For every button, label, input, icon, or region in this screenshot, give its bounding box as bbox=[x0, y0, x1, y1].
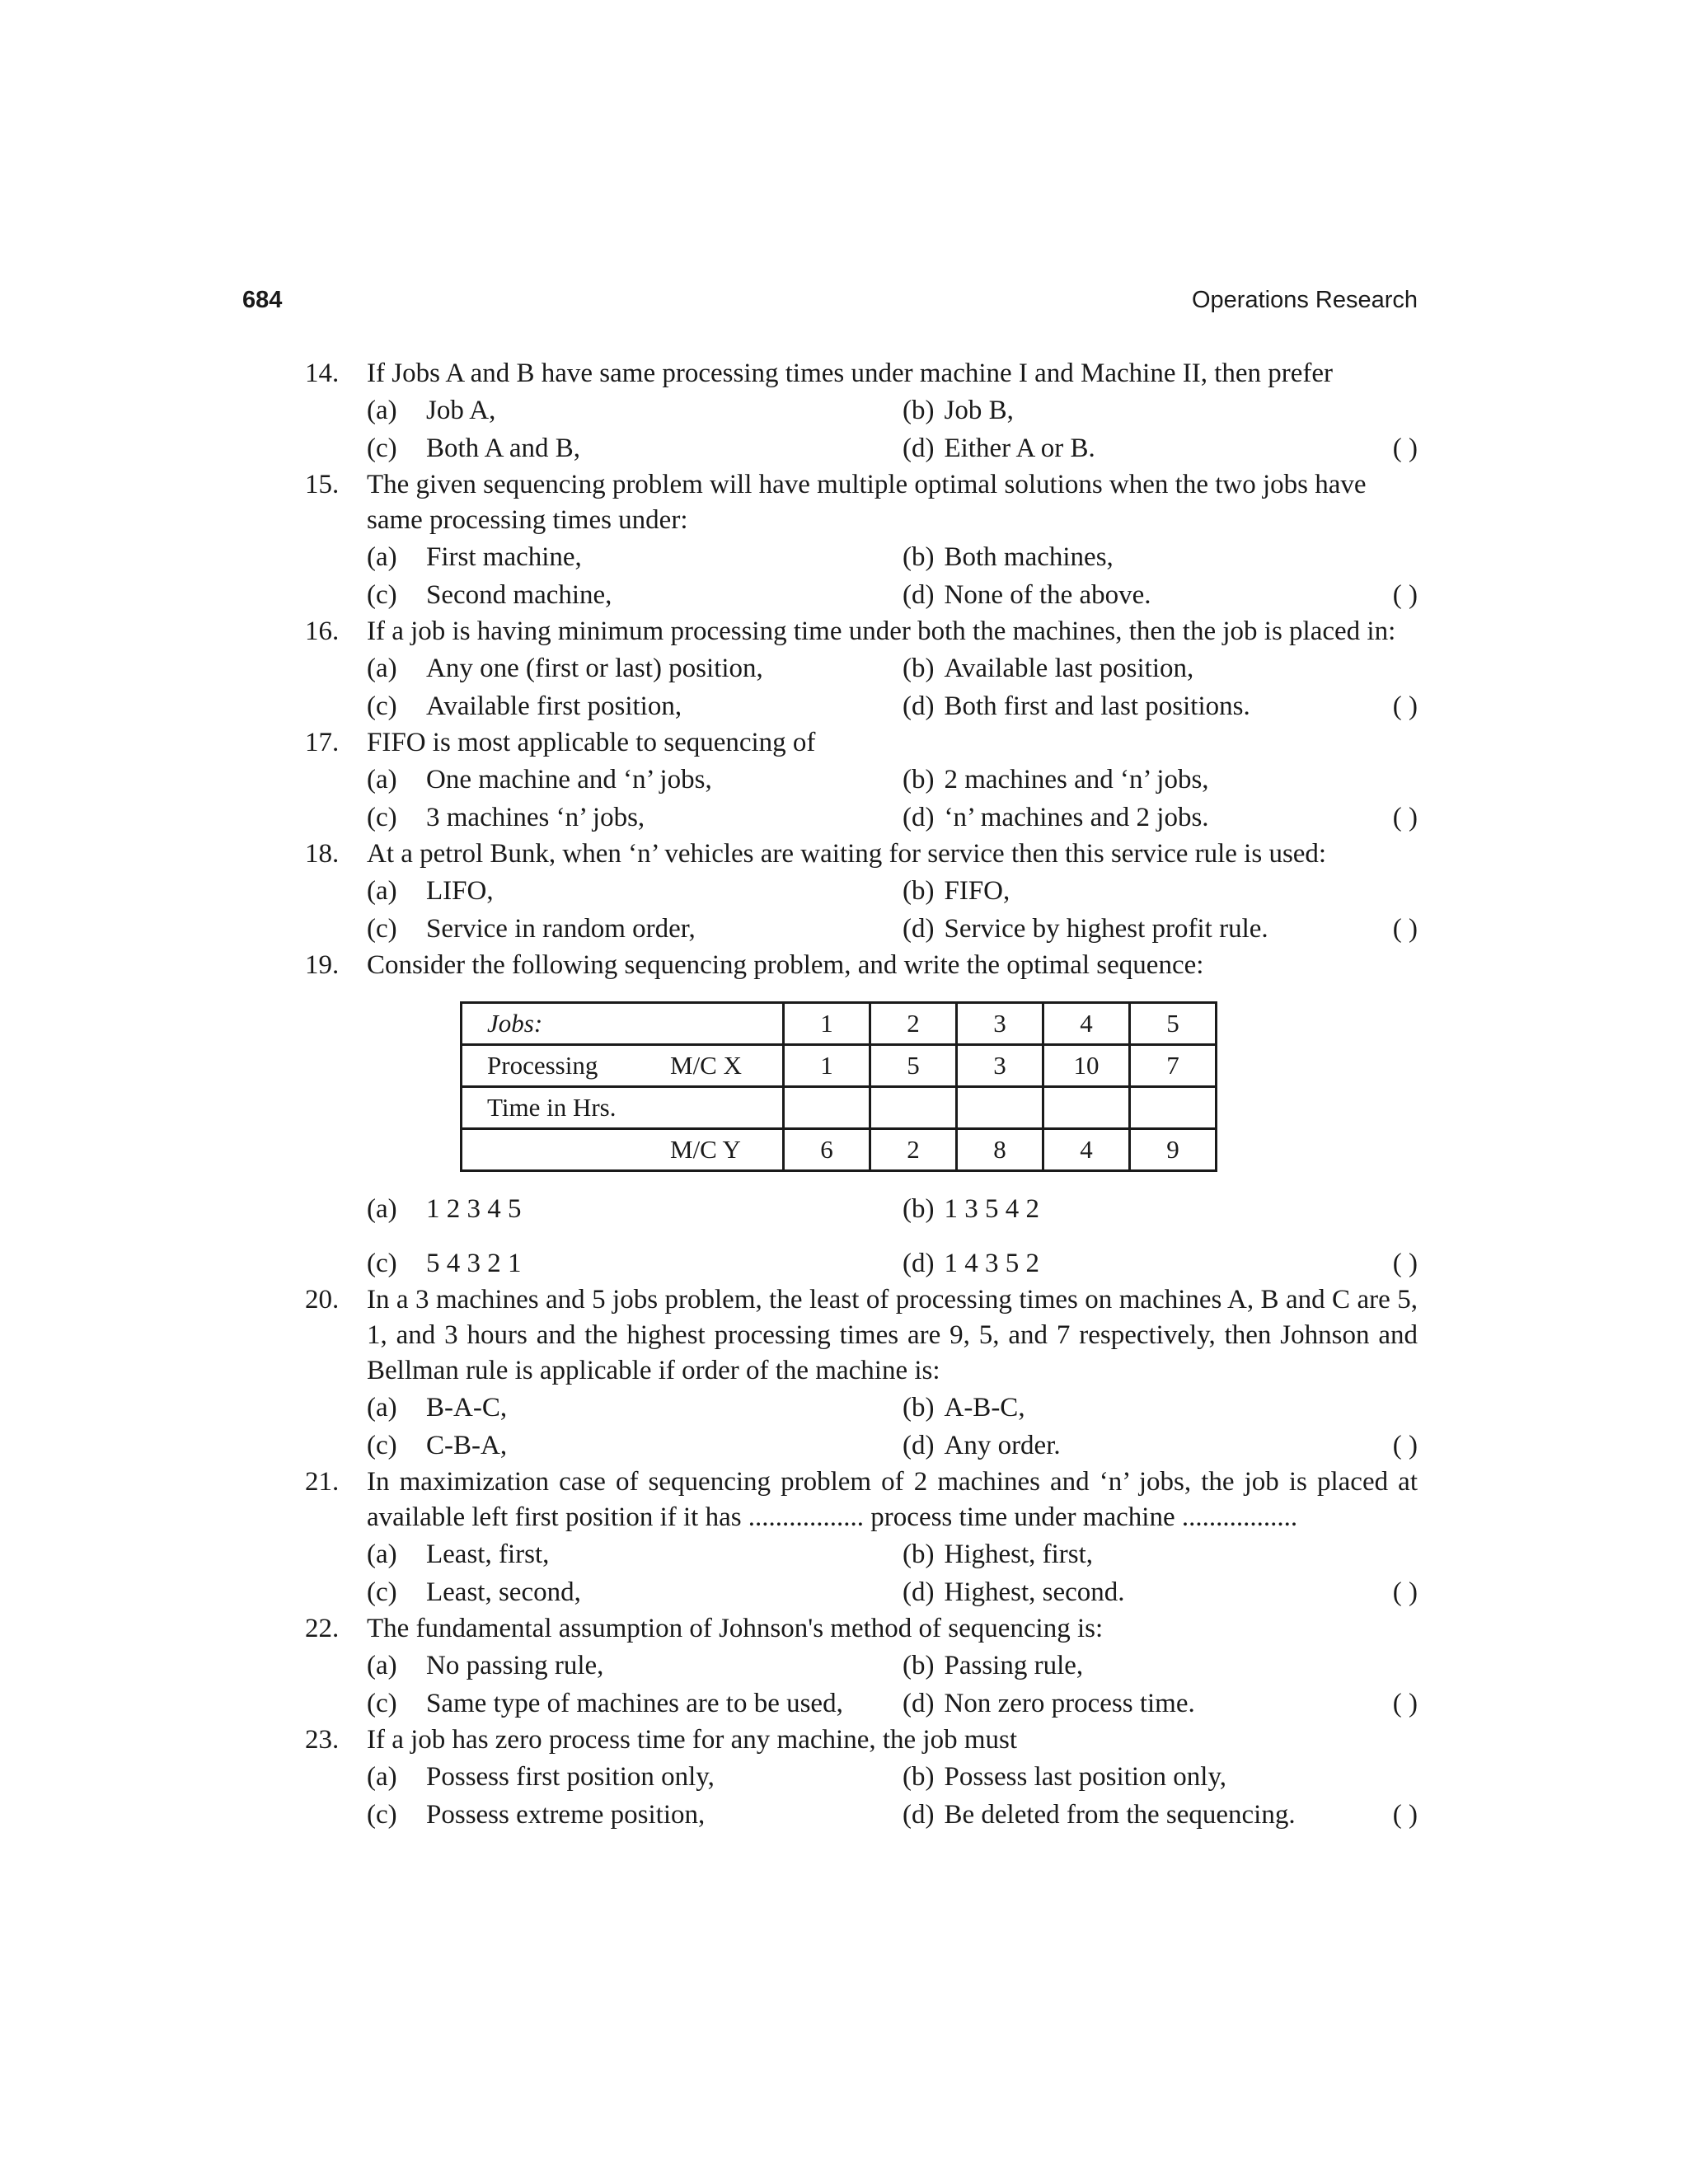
option-c: (c) C-B-A, bbox=[367, 1431, 508, 1460]
question-22 bbox=[305, 1611, 1418, 1722]
spacer bbox=[305, 1228, 1418, 1244]
question-stem bbox=[305, 837, 1418, 872]
question-list bbox=[305, 356, 1418, 1834]
page-header bbox=[242, 287, 1418, 323]
question-text: FIFO is most applicable to sequencing of bbox=[367, 728, 816, 757]
table-cell bbox=[1043, 1087, 1130, 1129]
option-row bbox=[305, 1573, 1418, 1611]
option-a: (a) One machine and ‘n’ jobs, bbox=[367, 765, 712, 794]
table-cell: 1 bbox=[784, 1045, 870, 1087]
question-text: The fundamental assumption of Johnson's method of sequencing is: bbox=[367, 1614, 1104, 1643]
table-cell: 4 bbox=[1043, 1003, 1130, 1045]
option-row bbox=[305, 576, 1418, 614]
answer-bracket: ( ) bbox=[1392, 1577, 1418, 1607]
option-row bbox=[305, 429, 1418, 467]
question-14 bbox=[305, 356, 1418, 467]
table-cell: Time in Hrs. bbox=[462, 1087, 664, 1129]
table-row bbox=[462, 1129, 1217, 1171]
page-number: 684 bbox=[242, 287, 283, 313]
answer-bracket: ( ) bbox=[1392, 1800, 1418, 1830]
option-c: (c) Service in random order, bbox=[367, 914, 696, 944]
answer-bracket: ( ) bbox=[1392, 803, 1418, 832]
option-a: (a) Any one (first or last) position, bbox=[367, 654, 763, 683]
option-c: (c) Both A and B, bbox=[367, 434, 581, 463]
table-cell: M/C Y bbox=[663, 1129, 784, 1171]
option-row bbox=[305, 1685, 1418, 1722]
question-number: 17. bbox=[305, 728, 340, 757]
option-c: (c) 5 4 3 2 1 bbox=[367, 1249, 522, 1278]
question-stem bbox=[305, 1465, 1418, 1535]
answer-bracket: ( ) bbox=[1392, 1249, 1418, 1278]
option-b: (b) 2 machines and ‘n’ jobs, bbox=[903, 765, 1209, 794]
option-row bbox=[305, 872, 1418, 910]
option-row bbox=[305, 1427, 1418, 1465]
question-17 bbox=[305, 725, 1418, 837]
running-title: Operations Research bbox=[1191, 287, 1418, 313]
option-row bbox=[305, 538, 1418, 576]
option-a: (a) B-A-C, bbox=[367, 1393, 508, 1422]
option-row bbox=[305, 1389, 1418, 1427]
question-text: In maximization case of sequencing problem of 2 machines and ‘n’ jobs, the job is placed at available left first position if it has ................. process time under machine ................. bbox=[367, 1467, 1418, 1532]
question-15 bbox=[305, 467, 1418, 614]
option-d: (d) Any order. bbox=[903, 1431, 1061, 1460]
answer-bracket: ( ) bbox=[1392, 914, 1418, 944]
answer-bracket: ( ) bbox=[1392, 434, 1418, 463]
option-b: (b) Job B, bbox=[903, 396, 1014, 425]
option-c: (c) 3 machines ‘n’ jobs, bbox=[367, 803, 645, 832]
table-row bbox=[462, 1087, 1217, 1129]
question-number: 14. bbox=[305, 359, 340, 388]
table-cell bbox=[663, 1003, 784, 1045]
question-number: 21. bbox=[305, 1467, 340, 1497]
table-cell bbox=[663, 1087, 784, 1129]
option-row bbox=[305, 1796, 1418, 1834]
option-b: (b) Possess last position only, bbox=[903, 1762, 1227, 1792]
option-c: (c) Available first position, bbox=[367, 691, 682, 721]
question-16 bbox=[305, 614, 1418, 725]
table-cell bbox=[957, 1087, 1043, 1129]
table-cell: 7 bbox=[1130, 1045, 1217, 1087]
option-b: (b) Passing rule, bbox=[903, 1651, 1084, 1680]
question-number: 22. bbox=[305, 1614, 340, 1643]
answer-bracket: ( ) bbox=[1392, 1689, 1418, 1718]
question-stem bbox=[305, 467, 1418, 538]
option-b: (b) FIFO, bbox=[903, 876, 1010, 906]
table-cell: M/C X bbox=[663, 1045, 784, 1087]
question-20 bbox=[305, 1282, 1418, 1465]
option-row bbox=[305, 910, 1418, 948]
option-d: (d) None of the above. bbox=[903, 580, 1151, 610]
option-row bbox=[305, 649, 1418, 687]
table-cell: 8 bbox=[957, 1129, 1043, 1171]
sequencing-table bbox=[460, 1001, 1217, 1172]
table-row bbox=[462, 1045, 1217, 1087]
question-text: If a job has zero process time for any machine, the job must bbox=[367, 1725, 1018, 1755]
table-cell bbox=[1130, 1087, 1217, 1129]
table-cell: 10 bbox=[1043, 1045, 1130, 1087]
option-d: (d) Service by highest profit rule. bbox=[903, 914, 1268, 944]
option-a: (a) Possess first position only, bbox=[367, 1762, 715, 1792]
table-cell: 5 bbox=[870, 1045, 957, 1087]
option-c: (c) Least, second, bbox=[367, 1577, 581, 1607]
question-text: In a 3 machines and 5 jobs problem, the least of processing times on machines A, B and C are 5, 1, and 3 hours and the highest processing times are 9, 5, and 7 respectively, then Johnson and Bellman rule is applicable if order of the machine is: bbox=[367, 1285, 1418, 1385]
option-b: (b) 1 3 5 4 2 bbox=[903, 1194, 1039, 1224]
question-19 bbox=[305, 948, 1418, 1282]
question-stem bbox=[305, 356, 1418, 391]
option-d: (d) Non zero process time. bbox=[903, 1689, 1195, 1718]
option-b: (b) Available last position, bbox=[903, 654, 1194, 683]
option-c: (c) Possess extreme position, bbox=[367, 1800, 706, 1830]
option-d: (d) Either A or B. bbox=[903, 434, 1095, 463]
answer-bracket: ( ) bbox=[1392, 580, 1418, 610]
question-text: If Jobs A and B have same processing times under machine I and Machine II, then prefer bbox=[367, 359, 1334, 388]
question-number: 20. bbox=[305, 1285, 340, 1315]
option-d: (d) Highest, second. bbox=[903, 1577, 1125, 1607]
question-stem bbox=[305, 1282, 1418, 1389]
table-cell: 6 bbox=[784, 1129, 870, 1171]
question-text: Consider the following sequencing problem, and write the optimal sequence: bbox=[367, 950, 1204, 980]
question-number: 15. bbox=[305, 470, 340, 499]
option-row bbox=[305, 1647, 1418, 1685]
option-b: (b) Highest, first, bbox=[903, 1540, 1094, 1569]
table-cell: 2 bbox=[870, 1129, 957, 1171]
table-cell: Processing bbox=[462, 1045, 664, 1087]
question-text: The given sequencing problem will have multiple optimal solutions when the two jobs have same processing times under: bbox=[367, 470, 1367, 535]
table-cell: 1 bbox=[784, 1003, 870, 1045]
table-cell bbox=[462, 1129, 664, 1171]
option-d: (d) Both first and last positions. bbox=[903, 691, 1250, 721]
question-number: 18. bbox=[305, 839, 340, 869]
option-row bbox=[305, 687, 1418, 725]
option-row bbox=[305, 799, 1418, 837]
table-cell bbox=[870, 1087, 957, 1129]
option-row bbox=[305, 1758, 1418, 1796]
question-text: If a job is having minimum processing time under both the machines, then the job is placed in: bbox=[367, 616, 1396, 646]
question-number: 23. bbox=[305, 1725, 340, 1755]
option-a: (a) Least, first, bbox=[367, 1540, 550, 1569]
option-c: (c) Same type of machines are to be used, bbox=[367, 1689, 843, 1718]
option-a: (a) No passing rule, bbox=[367, 1651, 604, 1680]
table-cell: 2 bbox=[870, 1003, 957, 1045]
question-stem bbox=[305, 614, 1418, 649]
option-row bbox=[305, 391, 1418, 429]
question-number: 19. bbox=[305, 950, 340, 980]
option-d: (d) 1 4 3 5 2 bbox=[903, 1249, 1039, 1278]
table-cell: 4 bbox=[1043, 1129, 1130, 1171]
question-stem bbox=[305, 725, 1418, 761]
option-a: (a) Job A, bbox=[367, 396, 496, 425]
table-cell: Jobs: bbox=[462, 1003, 664, 1045]
option-a: (a) LIFO, bbox=[367, 876, 494, 906]
option-a: (a) First machine, bbox=[367, 542, 582, 572]
option-d: (d) Be deleted from the sequencing. bbox=[903, 1800, 1296, 1830]
question-stem bbox=[305, 1611, 1418, 1647]
table-cell bbox=[784, 1087, 870, 1129]
question-18 bbox=[305, 837, 1418, 948]
table-cell: 9 bbox=[1130, 1129, 1217, 1171]
question-stem bbox=[305, 1722, 1418, 1758]
table-cell: 3 bbox=[957, 1003, 1043, 1045]
question-23 bbox=[305, 1722, 1418, 1834]
option-row bbox=[305, 1535, 1418, 1573]
option-c: (c) Second machine, bbox=[367, 580, 612, 610]
option-b: (b) Both machines, bbox=[903, 542, 1114, 572]
question-21 bbox=[305, 1465, 1418, 1611]
question-text: At a petrol Bunk, when ‘n’ vehicles are waiting for service then this service rule is used: bbox=[367, 839, 1327, 869]
option-a: (a) 1 2 3 4 5 bbox=[367, 1194, 522, 1224]
answer-bracket: ( ) bbox=[1392, 691, 1418, 721]
option-b: (b) A-B-C, bbox=[903, 1393, 1025, 1422]
question-stem bbox=[305, 948, 1418, 983]
option-d: (d) ‘n’ machines and 2 jobs. bbox=[903, 803, 1209, 832]
answer-bracket: ( ) bbox=[1392, 1431, 1418, 1460]
option-row bbox=[305, 1244, 1418, 1282]
table-row bbox=[462, 1003, 1217, 1045]
table-cell: 5 bbox=[1130, 1003, 1217, 1045]
table-cell: 3 bbox=[957, 1045, 1043, 1087]
option-row bbox=[305, 1190, 1418, 1228]
option-row bbox=[305, 761, 1418, 799]
question-number: 16. bbox=[305, 616, 340, 646]
